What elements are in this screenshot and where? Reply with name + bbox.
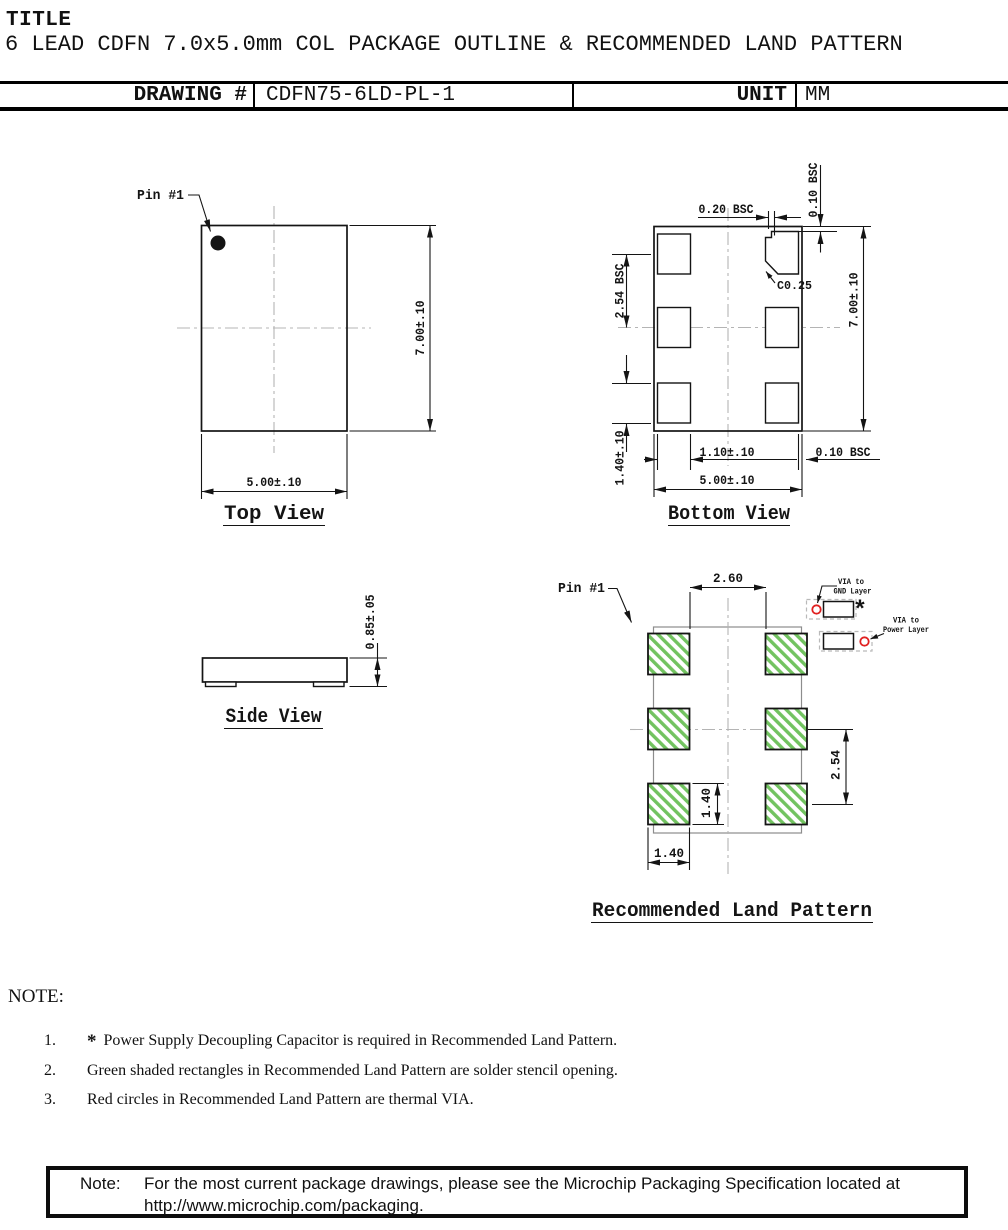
unit-value: MM [805, 84, 831, 107]
terminal-pad [766, 383, 799, 423]
note-number: 1. [44, 1032, 56, 1049]
note-text-content: Red circles in Recommended Land Pattern are thermal VIA. [87, 1091, 474, 1108]
dim-pad-width-label: 1.10±.10 [699, 445, 755, 460]
dim-side-gap-label: 0.10 BSC [815, 445, 871, 460]
top-view-title: Top View [224, 503, 324, 526]
stencil-pad [648, 709, 690, 750]
thermal-via-power [860, 637, 868, 645]
dim-pad-length-label: 1.40±.10 [612, 423, 628, 486]
via-power-label: VIA to [893, 615, 919, 626]
stencil-pad [648, 634, 690, 675]
asterisk-marker: * [87, 1031, 97, 1052]
footer-note-line1: For the most current package drawings, please see the Microchip Packaging Specification located at [144, 1174, 900, 1193]
stencil-pad [766, 784, 808, 825]
terminal-pad [658, 383, 691, 423]
via-power-label: Power Layer [883, 625, 929, 635]
terminal-foot [206, 682, 237, 687]
package-body [203, 658, 348, 682]
side-view-title: Side View [225, 706, 322, 729]
note-text-content: Power Supply Decoupling Capacitor is required in Recommended Land Pattern. [103, 1032, 618, 1049]
decoupling-capacitor [824, 634, 854, 650]
dim-width-label: 5.00±.10 [246, 475, 302, 490]
thermal-via-gnd [812, 605, 820, 613]
stencil-pad [766, 634, 808, 675]
dim-height-label: 7.00±.10 [846, 265, 862, 328]
drawing-subtitle: 6 LEAD CDFN 7.0x5.0mm COL PACKAGE OUTLINE & RECOMMENDED LAND PATTERN [5, 32, 903, 57]
dim-height-label: 7.00±.10 [413, 293, 428, 356]
unit-label: UNIT [574, 84, 797, 107]
title-label: TITLE [6, 9, 72, 32]
note-item [8, 1085, 618, 1114]
drawing-number-label: DRAWING # [0, 84, 255, 107]
dim-pad-height-label: 1.40 [699, 786, 714, 818]
dim-row-pitch-label: 2.54 [828, 748, 844, 780]
stencil-pad [648, 784, 690, 825]
bottom-view-title: Bottom View [668, 503, 790, 526]
dim-width-label: 5.00±.10 [699, 473, 755, 488]
footer-note-label: Note: [80, 1174, 121, 1193]
pin1-label: Pin #1 [137, 189, 184, 204]
land-pattern-title: Recommended Land Pattern [592, 900, 872, 923]
terminal-pad [766, 308, 799, 348]
terminal-pad [658, 234, 691, 274]
dim-span-label: 2.60 [713, 571, 744, 586]
terminal-foot [314, 682, 345, 687]
note-text [87, 1085, 474, 1114]
footer-note-box [46, 1166, 968, 1218]
note-item [8, 1056, 618, 1085]
land-pattern [558, 571, 929, 923]
top-view [137, 189, 436, 526]
dim-top-gap-label: 0.10 BSC [806, 155, 821, 218]
pin1-dot [211, 236, 226, 251]
pin1-leader [608, 589, 632, 623]
stencil-pad [766, 709, 808, 750]
note-number: 2. [44, 1062, 56, 1079]
note-number: 3. [44, 1091, 56, 1108]
notes-heading: NOTE: [8, 986, 64, 1007]
note-text-content: Green shaded rectangles in Recommended Land Pattern are solder stencil opening. [87, 1062, 618, 1079]
footer-note-line2: http://www.microchip.com/packaging. [144, 1196, 424, 1215]
bottom-view [612, 155, 880, 526]
terminal-pad [658, 308, 691, 348]
chamfer-label: C0.25 [777, 280, 813, 293]
note-item [8, 1026, 618, 1056]
dim-pad-width-label: 1.40 [654, 846, 685, 861]
terminal-pad-1-chamfered [766, 232, 799, 275]
chamfer-leader [766, 272, 775, 284]
capacitor-asterisk: * [852, 598, 868, 625]
dim-step-label: 0.20 BSC [698, 202, 754, 217]
note-text [87, 1026, 617, 1056]
decoupling-capacitor [824, 602, 854, 618]
via-gnd-label: VIA to [838, 577, 864, 587]
notes-list [8, 1026, 618, 1114]
footer-note-text [144, 1173, 964, 1214]
dim-row-pitch-label: 2.54 BSC [612, 256, 628, 319]
drawing-number-value: CDFN75-6LD-PL-1 [255, 84, 574, 107]
note-text [87, 1056, 618, 1085]
pin1-label: Pin #1 [558, 582, 605, 597]
side-view [203, 587, 388, 729]
dim-thickness-label: 0.85±.05 [363, 587, 378, 650]
via-gnd-label: GND Layer [833, 586, 872, 597]
